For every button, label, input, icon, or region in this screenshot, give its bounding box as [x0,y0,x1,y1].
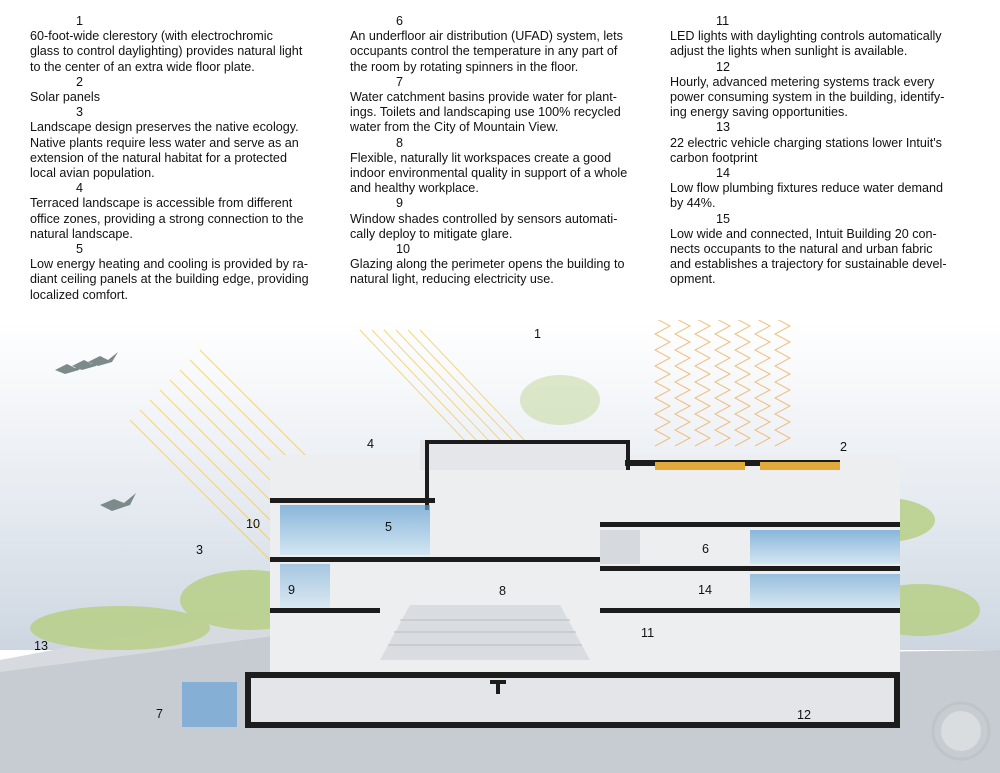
callout-8: 8 [499,584,507,598]
legend-text: Glazing along the perimeter opens the building to natural light, reducing electricity use. [350,257,625,287]
legend-item-3 [30,105,330,181]
legend-text: Landscape design preserves the native ecology. Native plants require less water and serve as an extension of the natural habitat for a protected local avian population. [30,120,299,181]
callout-10: 10 [246,517,261,531]
legend-item-12 [670,60,970,121]
callout-6: 6 [702,542,710,556]
callout-12: 12 [797,708,812,722]
callout-3: 3 [196,543,204,557]
legend-text: Low energy heating and cooling is provided by ra- diant ceiling panels at the building edge, providing localized comfort. [30,257,309,302]
legend-number: 4 [76,181,84,196]
water-catchment-basin [182,682,237,727]
legend-item-6 [350,14,650,75]
callout-7: 7 [156,707,164,721]
building-section-illustration [0,320,1000,773]
building [245,440,900,728]
legend-item-13 [670,120,970,166]
legend-number: 12 [716,59,731,74]
legend-text: Solar panels [30,90,101,105]
legend-number: 8 [396,135,404,150]
legend-text: An underfloor air distribution (UFAD) system, lets occupants control the temperature in any part of the room by rotating spinners in the floor. [350,29,623,74]
legend-item-2 [30,75,330,105]
watermark-seal [933,703,989,759]
legend-text: Flexible, naturally lit workspaces create a good indoor environmental quality in support of a whole and healthy workplace. [350,150,628,196]
legend-number: 10 [396,242,411,257]
legend-text: Low flow plumbing fixtures reduce water demand by 44%. [670,181,944,211]
legend-text: 60-foot-wide clerestory (with electrochromic glass to control daylighting) provides natural light to the center of an extra wide floor plate. [30,29,303,74]
legend-text: 22 electric vehicle charging stations lower Intuit's carbon footprint [670,135,942,165]
legend-text: Window shades controlled by sensors automati- cally deploy to mitigate glare. [350,211,618,241]
legend-text: Hourly, advanced metering systems track every power consuming system in the building, identify- ing energy saving opportunities. [670,74,945,120]
legend-number: 6 [396,14,404,28]
legend-item-8 [350,136,650,197]
callout-11: 11 [641,626,655,640]
legend-number: 7 [396,74,404,89]
legend-text: Low wide and connected, Intuit Building 20 con- nects occupants to the natural and urban fabric and establishes a trajectory for sustainable devel- opment. [670,226,947,287]
legend-number: 11 [716,14,730,28]
callout-13: 13 [34,639,49,653]
legend-item-9 [350,196,650,242]
legend-number: 9 [396,196,404,211]
legend-text: LED lights with daylighting controls automatically adjust the lights when sunlight is available. [670,29,942,59]
legend-number: 15 [716,211,731,226]
legend-column-1 [30,14,330,303]
legend-number: 13 [716,120,731,135]
legend-item-11 [670,14,970,60]
legend-item-4 [30,181,330,242]
legend-number: 2 [76,74,84,89]
legend-text: Terraced landscape is accessible from different office zones, providing a strong connection to the natural landscape. [30,196,304,241]
legend-item-14 [670,166,970,212]
callout-9: 9 [288,583,296,597]
legend-item-15 [670,212,970,288]
legend-item-5 [30,242,330,303]
legend-number: 3 [76,105,84,120]
legend-column-3 [670,14,970,288]
legend-item-7 [350,75,650,136]
legend-text: Water catchment basins provide water for plant- ings. Toilets and landscaping use 100% recycled water from the City of Mountain View. [350,90,621,135]
legend-number: 1 [76,14,84,28]
callout-14: 14 [698,583,713,597]
callout-1: 1 [534,327,542,341]
callout-5: 5 [385,520,393,534]
legend-number: 14 [716,166,731,181]
legend-number: 5 [76,242,84,257]
callout-2: 2 [840,440,848,454]
callout-4: 4 [367,437,375,451]
legend-column-2 [350,14,650,288]
legend-item-10 [350,242,650,288]
legend-item-1 [30,14,330,75]
